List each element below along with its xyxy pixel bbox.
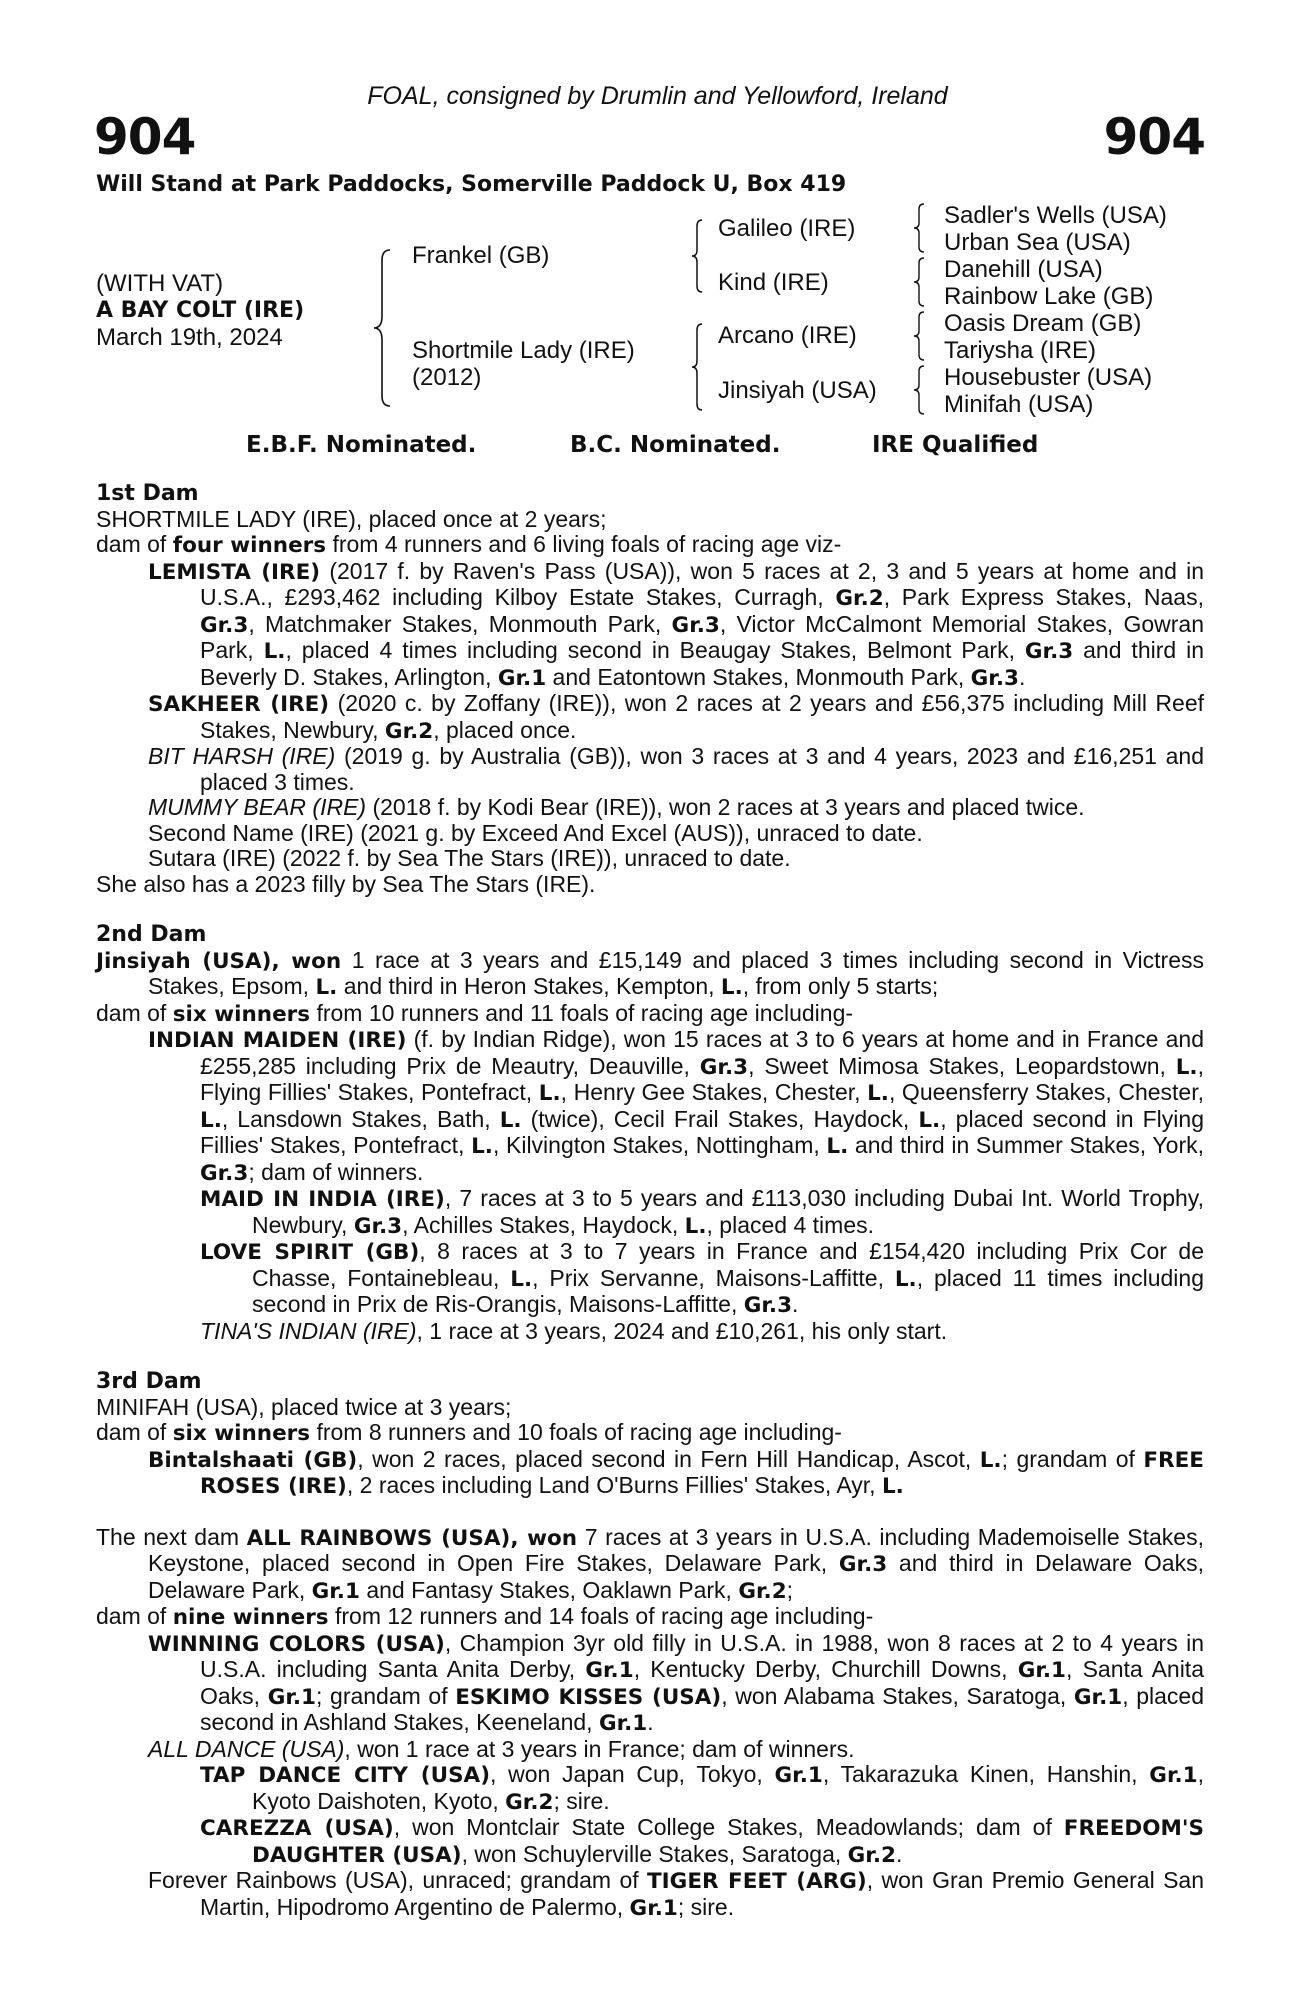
lot-number-right: 904 (1103, 108, 1205, 166)
text-segment: L. (510, 1266, 533, 1292)
text-segment: , Park Express Stakes, Naas, (883, 584, 1204, 610)
produce-second-name: Second Name (IRE) (2021 g. by Exceed And Excel (AUS)), unraced to date. (148, 819, 923, 846)
text-segment: Gr.2 (847, 1842, 896, 1868)
text-segment: , placed once. (433, 716, 577, 743)
ggp-7: Housebuster (USA) (944, 364, 1153, 391)
consignment-line: FOAL, consigned by Drumlin and Yellowford, Ireland (367, 82, 948, 110)
produce-all-dance (148, 1737, 1204, 1763)
text-segment: . (792, 1291, 799, 1317)
text-segment: ; sire. (553, 1787, 610, 1814)
text-segment: , Lansdown Stakes, Bath, (221, 1105, 500, 1132)
text-segment: L. (867, 1081, 889, 1106)
text-segment: , 8 races at 3 to 7 years in France and £154,420 including Prix Cor de Chasse, Fontainebleau, (252, 1238, 1204, 1291)
text-segment: Gr.3 (200, 612, 249, 638)
produce-love-spirit (200, 1239, 1204, 1319)
text-segment: L. (315, 975, 338, 1000)
text-segment: L. (894, 1266, 917, 1292)
text-segment: , won Japan Cup, Tokyo, (490, 1761, 775, 1787)
text-segment: , Queensferry Stakes, Chester, (888, 1079, 1204, 1105)
text-segment: (twice), Cecil Frail Stakes, Haydock, (521, 1105, 919, 1132)
text-segment: , won Schuylerville Stakes, Saratoga, (461, 1840, 848, 1867)
text-segment: Gr.3 (671, 612, 720, 638)
text-segment: . (895, 1840, 903, 1867)
first-dam-also: She also has a 2023 filly by Sea The Stars (IRE). (96, 870, 596, 897)
text-segment: Gr.3 (743, 1293, 793, 1318)
ggp-4: Rainbow Lake (GB) (944, 283, 1154, 310)
text-segment: L. (684, 1213, 707, 1239)
text-segment: , Henry Gee Stakes, Chester, (560, 1079, 868, 1105)
text-segment: Gr.3 (970, 665, 1019, 691)
brace-sire (690, 218, 704, 294)
text-segment: LEMISTA (IRE) (148, 559, 321, 585)
text-segment: ; grandam of (1001, 1445, 1144, 1472)
text-segment: , Santa Anita Oaks, (200, 1656, 1204, 1709)
text-segment: L. (918, 1107, 941, 1133)
text-segment: and third in Summer Stakes, York, (848, 1132, 1204, 1158)
next-dam-produce-summary: dam of nine winners from 12 runners and 14 foals of racing age including- (96, 1603, 874, 1630)
text-segment: . (647, 1709, 654, 1735)
text-segment: Gr.2 (738, 1578, 787, 1604)
text-segment: Gr.1 (585, 1658, 634, 1683)
brace-ggp-4 (912, 364, 926, 416)
vat-label: (WITH VAT) (96, 270, 224, 297)
text-segment: ALL RAINBOWS (USA), won (246, 1525, 578, 1551)
text-segment: Gr.3 (200, 1160, 249, 1186)
text-segment: , placed second in Flying Fillies' Stakes, Pontefract, (200, 1105, 1204, 1158)
text-segment: L. (471, 1134, 493, 1159)
third-dam-minifah: MINIFAH (USA), placed twice at 3 years; (96, 1393, 512, 1420)
text-segment: and third in Beverly D. Stakes, Arlington, (200, 637, 1204, 690)
text-segment: , Kilvington Stakes, Nottingham, (492, 1132, 827, 1158)
next-dam-all-rainbows (96, 1525, 1204, 1605)
brace-ggp-3 (912, 310, 926, 362)
text-segment: Gr.1 (774, 1763, 823, 1788)
text-segment: . (1018, 663, 1026, 690)
third-dam-heading: 3rd Dam (96, 1369, 202, 1394)
text-segment: ALL DANCE (USA) (148, 1735, 345, 1762)
text-segment: , won 1 race at 3 years in France; dam of winners. (344, 1735, 855, 1762)
text-segment: ; sire. (677, 1893, 735, 1920)
text-segment: BIT HARSH (IRE) (148, 743, 336, 769)
ggp-3: Danehill (USA) (944, 256, 1103, 283)
text-segment: MAID IN INDIA (IRE) (200, 1187, 445, 1212)
produce-forever-rainbows (148, 1868, 1204, 1921)
brace-main (370, 248, 394, 408)
text-segment: (2020 c. by Zoffany (IRE)), won 2 races at 2 years and £56,375 including Mill Reef Stakes, Newbury, (200, 690, 1204, 743)
text-segment: The next dam (96, 1523, 247, 1550)
foaling-date: March 19th, 2024 (96, 324, 283, 351)
dam: Shortmile Lady (IRE) (412, 337, 635, 364)
produce-carezza (200, 1815, 1204, 1868)
text-segment: , Champion 3yr old filly in U.S.A. in 1988, won 8 races at 2 to 4 years in U.S.A. including Santa Anita Derby, (200, 1629, 1205, 1682)
text-segment: (2019 g. by Australia (GB)), won 3 races at 3 and 4 years, 2023 and £16,251 and placed 3 times. (200, 743, 1205, 795)
text-segment: Gr.1 (311, 1578, 360, 1604)
text-segment: , placed 4 times including second in Beaugay Stakes, Belmont Park, (285, 637, 1025, 663)
text-segment: L. (200, 1107, 222, 1133)
text-segment: Gr.1 (629, 1895, 678, 1921)
text-segment: , won Montclair State College Stakes, Meadowlands; dam of (393, 1814, 1064, 1840)
text-segment: ; dam of winners. (248, 1158, 424, 1185)
brace-ggp-2 (912, 256, 926, 308)
produce-maid-in-india (200, 1186, 1204, 1239)
text-segment: Gr.2 (384, 718, 434, 744)
text-segment: Gr.1 (267, 1684, 317, 1710)
text-segment: L. (1175, 1054, 1198, 1080)
second-dam-produce-summary: dam of six winners from 10 runners and 11 foals of racing age including- (96, 999, 854, 1027)
dam-year: (2012) (412, 364, 482, 391)
text-segment: and Fantasy Stakes, Oaklawn Park, (359, 1576, 739, 1603)
third-dam-produce-summary: dam of six winners from 8 runners and 10 foals of racing age including- (96, 1419, 842, 1446)
text-segment: INDIAN MAIDEN (IRE) (148, 1028, 407, 1053)
text-segment: , 2 races including Land O'Burns Fillies' Stakes, Ayr, (346, 1472, 882, 1498)
text-segment: , won 2 races, placed second in Fern Hill Handicap, Ascot, (357, 1445, 980, 1472)
text-segment: L. (979, 1447, 1002, 1473)
text-segment: LOVE SPIRIT (GB) (200, 1240, 420, 1265)
text-segment: TAP DANCE CITY (USA) (200, 1763, 491, 1788)
text-segment: L. (538, 1081, 561, 1106)
text-segment: FREEDOM'S DAUGHTER (USA) (252, 1816, 1204, 1868)
text-segment: , placed 4 times. (706, 1211, 874, 1238)
text-segment: , placed second in Ashland Stakes, Keeneland, (200, 1682, 1205, 1735)
text-segment: and third in Heron Stakes, Kempton, (337, 973, 721, 999)
text-segment: Forever Rainbows (USA), unraced; grandam of (148, 1867, 648, 1893)
text-segment: Gr.2 (505, 1789, 554, 1815)
produce-mummy-bear (148, 795, 1204, 821)
text-segment: Gr.1 (497, 665, 547, 691)
text-segment: SAKHEER (IRE) (148, 692, 330, 717)
text-segment: 1 race at 3 years and £15,149 and placed 3 times including second in Victress Stakes, Epsom, (148, 946, 1204, 999)
text-segment: , Victor McCalmont Memorial Stakes, Gowran Park, (200, 610, 1204, 663)
produce-tap-dance-city (200, 1762, 1204, 1815)
text-segment: , 1 race at 3 years, 2024 and £10,261, his only start. (416, 1317, 948, 1344)
text-segment: TIGER FEET (ARG) (647, 1869, 867, 1894)
text-segment: ; (786, 1576, 794, 1603)
produce-bintalshaati (148, 1447, 1204, 1500)
first-dam-heading: 1st Dam (96, 481, 199, 506)
second-dam-heading: 2nd Dam (96, 922, 207, 947)
text-segment: 7 races at 3 years in U.S.A. including Mademoiselle Stakes, Keystone, placed second in Open Fire Stakes, Delaware Park, (148, 1523, 1204, 1576)
ire-qualified: IRE Qualified (872, 432, 1039, 458)
text-segment: , won Gran Premio General San Martin, Hipodromo Argentino de Palermo, (200, 1867, 1204, 1920)
second-dam-jinsiyah (96, 948, 1204, 1001)
text-segment: (2018 f. by Kodi Bear (IRE)), won 2 races at 3 years and placed twice. (366, 794, 1085, 820)
produce-indian-maiden (148, 1027, 1204, 1186)
text-segment: Gr.3 (699, 1054, 749, 1080)
dam-dam: Jinsiyah (USA) (718, 377, 877, 404)
text-segment: Jinsiyah (USA), won (96, 948, 342, 974)
text-segment: , Sweet Mimosa Stakes, Leopardstown, (748, 1052, 1176, 1079)
text-segment: Gr.3 (838, 1552, 888, 1577)
text-segment: WINNING COLORS (USA) (148, 1631, 445, 1657)
text-segment: Gr.2 (835, 586, 884, 611)
text-segment: , placed 11 times including second in Prix de Ris-Orangis, Maisons-Laffitte, (252, 1264, 1204, 1317)
text-segment: , Prix Servanne, Maisons-Laffitte, (532, 1264, 895, 1291)
produce-sutara: Sutara (IRE) (2022 f. by Sea The Stars (IRE)), unraced to date. (148, 845, 791, 871)
first-dam-produce-summary: dam of four winners from 4 runners and 6 living foals of racing age viz- (96, 531, 842, 558)
text-segment: L. (881, 1474, 904, 1499)
produce-winning-colors (148, 1631, 1204, 1737)
text-segment: and Eatontown Stakes, Monmouth Park, (546, 663, 971, 690)
stand-location: Will Stand at Park Paddocks, Somerville Paddock U, Box 419 (96, 172, 847, 197)
text-segment: FREE ROSES (IRE) (200, 1447, 1204, 1499)
text-segment: ESKIMO KISSES (USA) (455, 1684, 722, 1710)
text-segment: , Matchmaker Stakes, Monmouth Park, (248, 610, 672, 637)
text-segment: (f. by Indian Ridge), won 15 races at 3 to 6 years at home and in France and £255,285 including Prix de Meautry, Deauville, (200, 1026, 1204, 1079)
text-segment: CAREZZA (USA) (200, 1816, 394, 1841)
text-segment: , from only 5 starts; (742, 973, 939, 999)
produce-tinas-indian (200, 1319, 1204, 1345)
text-segment: , Flying Fillies' Stakes, Pontefract, (200, 1052, 1204, 1105)
text-segment: , 7 races at 3 to 5 years and £113,030 including Dubai Int. World Trophy, Newbury, (252, 1185, 1204, 1238)
lot-number-left: 904 (94, 108, 196, 166)
text-segment: and third in Delaware Oaks, Delaware Park, (148, 1550, 1204, 1603)
ggp-6: Tariysha (IRE) (944, 337, 1097, 364)
brace-dam (690, 322, 704, 412)
text-segment: Gr.3 (353, 1213, 403, 1239)
text-segment: , won Alabama Stakes, Saratoga, (721, 1682, 1074, 1709)
bc-nomination: B.C. Nominated. (570, 432, 781, 458)
text-segment: , Takarazuka Kinen, Hanshin, (822, 1761, 1150, 1787)
text-segment: L. (826, 1134, 849, 1159)
text-segment: Gr.1 (1149, 1763, 1198, 1788)
text-segment: Gr.3 (1024, 639, 1074, 664)
first-dam-line: SHORTMILE LADY (IRE), placed once at 2 years; (96, 505, 607, 532)
ggp-5: Oasis Dream (GB) (944, 310, 1142, 337)
text-segment: , Kyoto Daishoten, Kyoto, (252, 1761, 1204, 1814)
ebf-nomination: E.B.F. Nominated. (246, 432, 477, 458)
text-segment: MUMMY BEAR (IRE) (148, 794, 367, 820)
text-segment: TINA'S INDIAN (IRE) (200, 1317, 417, 1344)
horse-name: A BAY COLT (IRE) (96, 298, 305, 323)
produce-bit-harsh (148, 744, 1204, 795)
text-segment: Gr.1 (1017, 1658, 1067, 1683)
text-segment: L. (720, 975, 743, 1000)
text-segment: , Kentucky Derby, Churchill Downs, (633, 1656, 1018, 1682)
sire: Frankel (GB) (412, 242, 550, 269)
text-segment: Bintalshaati (GB) (148, 1447, 358, 1473)
text-segment: , Achilles Stakes, Haydock, (402, 1211, 685, 1238)
dam-sire: Arcano (IRE) (718, 322, 857, 349)
sire-dam: Kind (IRE) (718, 269, 829, 296)
ggp-8: Minifah (USA) (944, 391, 1094, 418)
ggp-1: Sadler's Wells (USA) (944, 202, 1167, 229)
sire-sire: Galileo (IRE) (718, 215, 856, 242)
text-segment: Gr.1 (598, 1711, 648, 1736)
produce-sakheer (148, 691, 1204, 744)
text-segment: L. (263, 639, 286, 664)
text-segment: (2017 f. by Raven's Pass (USA)), won 5 races at 2, 3 and 5 years at home and in U.S.A., £293,462 including Kilboy Estate Stakes, Curragh, (200, 557, 1204, 610)
ggp-2: Urban Sea (USA) (944, 229, 1131, 256)
catalogue-text (96, 481, 1204, 1921)
produce-lemista (148, 559, 1204, 692)
text-segment: Gr.1 (1073, 1684, 1123, 1710)
brace-ggp-1 (912, 202, 926, 254)
text-segment: ; grandam of (316, 1682, 456, 1709)
text-segment: L. (499, 1107, 522, 1133)
